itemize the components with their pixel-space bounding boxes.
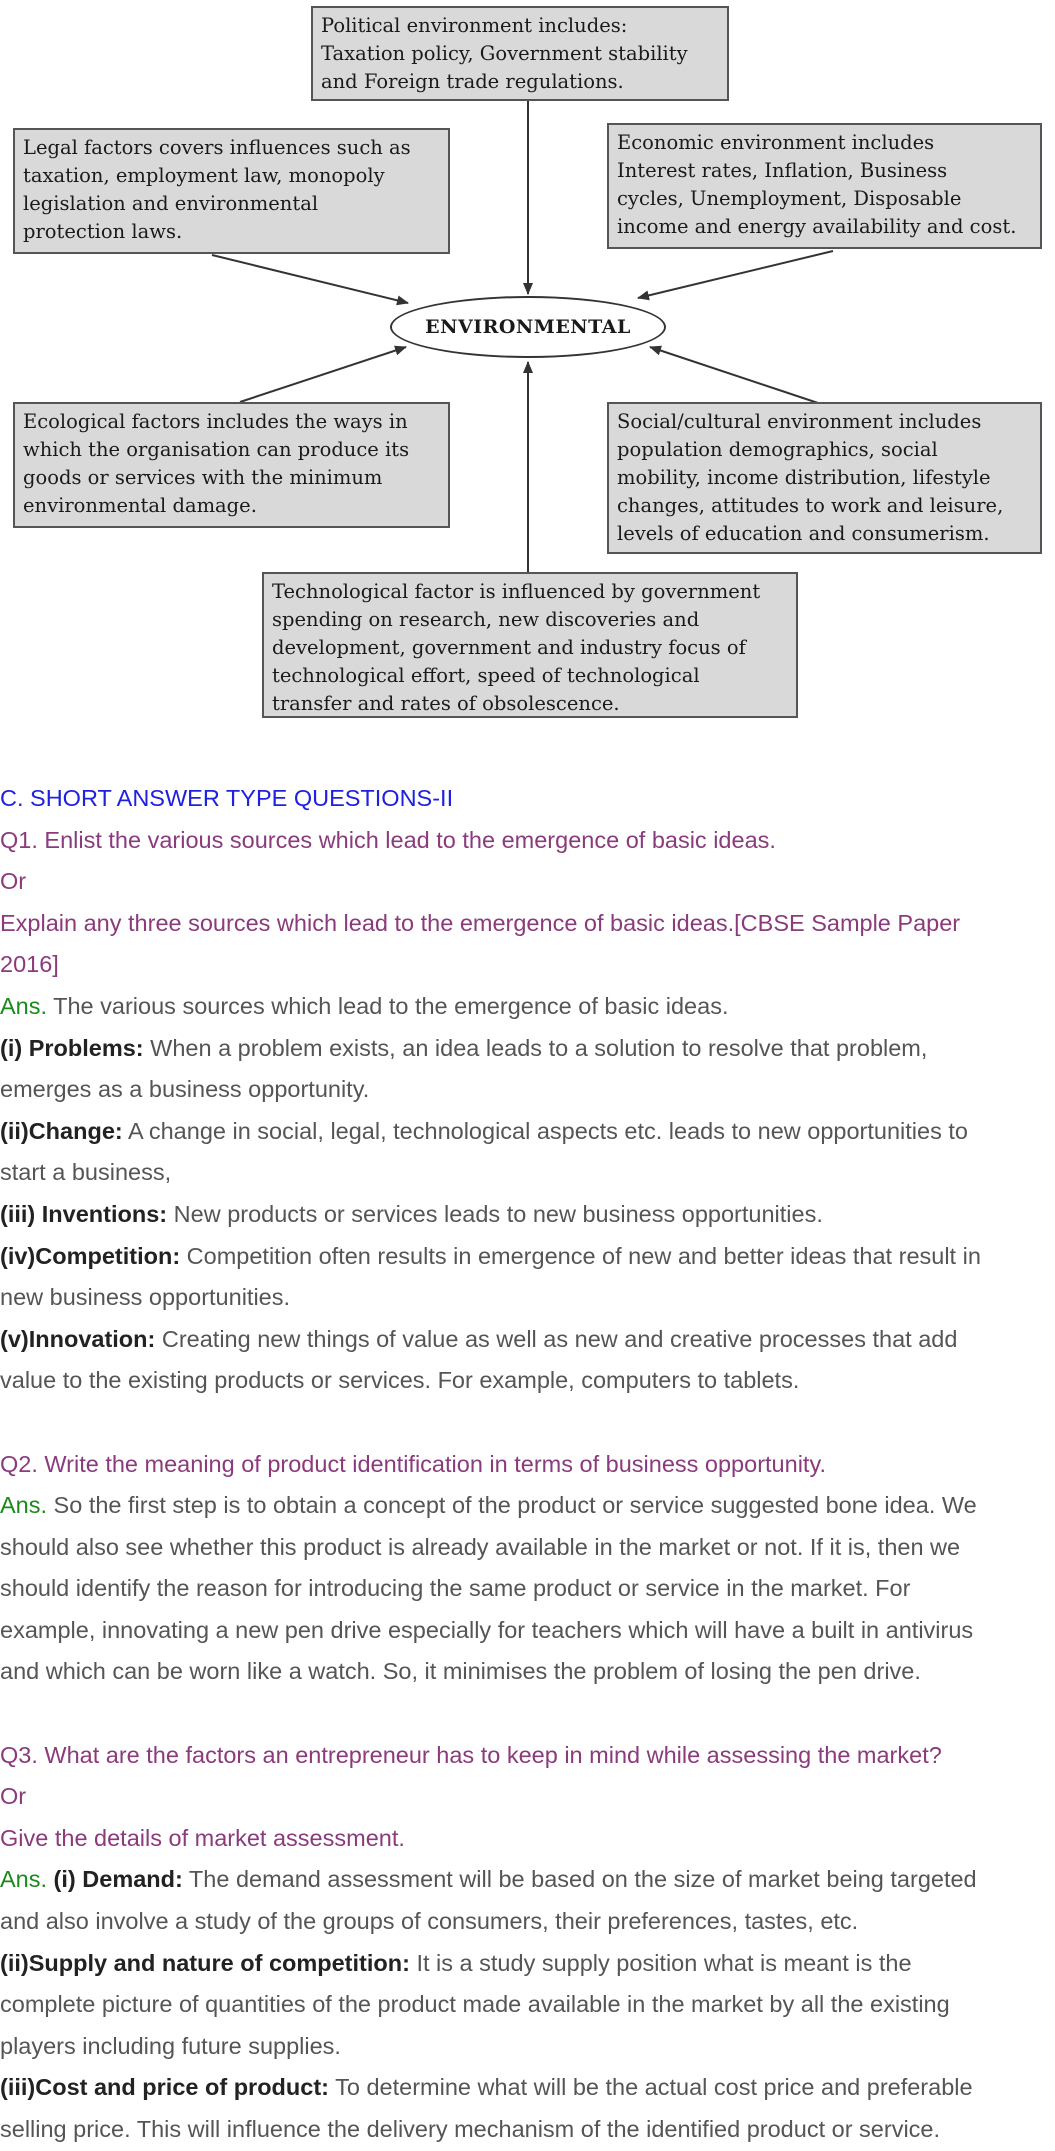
- point-prefix: (iii): [0, 1200, 42, 1227]
- point-text: Creating new things of value as well as new and creative processes that add: [155, 1325, 958, 1352]
- arrow-ecological: [240, 347, 406, 402]
- point-label: (v)Innovation:: [0, 1325, 156, 1352]
- q1-point-competition: [0, 1236, 1055, 1278]
- q2-question: Q2. Write the meaning of product identification in terms of business opportunity.: [0, 1450, 826, 1477]
- point-label: Problems:: [28, 1034, 144, 1061]
- q3-point-demand-cont: and also involve a study of the groups of consumers, their preferences, tastes, etc.: [0, 1908, 859, 1935]
- q1-point-innovation: [0, 1319, 1055, 1361]
- q1-point-inventions: [0, 1194, 1055, 1236]
- environment-diagram: [0, 0, 1055, 725]
- spacer: [0, 1693, 1055, 1735]
- q3-point-supply-cont1: complete picture of quantities of the product made available in the market by all the existing: [0, 1991, 950, 2018]
- q3-or: Or: [0, 1783, 27, 1810]
- social-box: Social/cultural environment includes population demographics, social mobility, income distribution, lifestyle changes, attitudes to work and leisure, levels of education and consumerism.: [607, 402, 1042, 554]
- point-label: Demand:: [82, 1866, 183, 1893]
- q1-point-change-cont: start a business,: [0, 1159, 172, 1186]
- q3-point-supply: [0, 1943, 1055, 1985]
- economic-box: Economic environment includes Interest rates, Inflation, Business cycles, Unemployment, Disposable income and energy availability and cost.: [607, 123, 1042, 249]
- technological-box: Technological factor is influenced by government spending on research, new discoveries and development, government and industry focus of technological effort, speed of technological transfer and rates of obsolescence.: [262, 572, 798, 718]
- q3-point-demand: [0, 1859, 1055, 1901]
- point-text: The demand assessment will be based on the size of market being targeted: [182, 1866, 977, 1893]
- q3-point-supply-cont2: players including future supplies.: [0, 2032, 341, 2059]
- answer-label: Ans.: [0, 1492, 48, 1519]
- answer-text: The various sources which lead to the emergence of basic ideas.: [47, 992, 729, 1019]
- answer-label: Ans.: [0, 1866, 48, 1893]
- q1-alt-question-line1: Explain any three sources which lead to the emergence of basic ideas.[CBSE Sample Paper: [0, 909, 961, 936]
- point-text: To determine what will be the actual cost price and preferable: [329, 2074, 973, 2101]
- answer-label: Ans.: [0, 992, 48, 1019]
- qa-content: [0, 778, 1055, 2151]
- q1-point-problems: [0, 1028, 1055, 1070]
- q2-answer-line2: should also see whether this product is already available in the market or not. If it is, then we: [0, 1533, 961, 1560]
- point-label: (iii)Cost and price of product:: [0, 2074, 329, 2101]
- q3-point-cost: [0, 2067, 1055, 2109]
- q1-point-problems-cont: emerges as a business opportunity.: [0, 1076, 370, 1103]
- legal-box: Legal factors covers influences such as taxation, employment law, monopoly legislation and environmental protection laws.: [13, 128, 450, 254]
- political-box: Political environment includes: Taxation policy, Government stability and Foreign trade regulations.: [311, 6, 729, 101]
- q3-alt-question: Give the details of market assessment.: [0, 1824, 405, 1851]
- point-text: Competition often results in emergence of new and better ideas that result in: [180, 1242, 981, 1269]
- point-label: (ii)Supply and nature of competition:: [0, 1949, 410, 1976]
- point-label: Inventions:: [41, 1200, 168, 1227]
- q3-question: Q3. What are the factors an entrepreneur has to keep in mind while assessing the market?: [0, 1741, 942, 1768]
- q2-answer-line3: should identify the reason for introducing the same product or service in the market. For: [0, 1575, 911, 1602]
- point-prefix: (i): [0, 1034, 29, 1061]
- answer-text: So the first step is to obtain a concept of the product or service suggested bone idea. We: [47, 1492, 977, 1519]
- point-label: (iv)Competition:: [0, 1242, 181, 1269]
- q1-answer-intro: [0, 986, 1055, 1028]
- point-text: New products or services leads to new business opportunities.: [167, 1200, 823, 1227]
- q1-or: Or: [0, 868, 27, 895]
- point-text: When a problem exists, an idea leads to a solution to resolve that problem,: [143, 1034, 928, 1061]
- arrow-social: [650, 347, 818, 403]
- environmental-ellipse: ENVIRONMENTAL: [390, 296, 666, 358]
- q1-point-competition-cont: new business opportunities.: [0, 1284, 291, 1311]
- q3-point-cost-cont: selling price. This will influence the delivery mechanism of the identified product or service.: [0, 2116, 941, 2142]
- q1-question: Q1. Enlist the various sources which lead to the emergence of basic ideas.: [0, 826, 776, 853]
- point-text: It is a study supply position what is meant is the: [409, 1949, 912, 1976]
- q1-alt-question-line2: 2016]: [0, 951, 59, 978]
- q1-point-innovation-cont: value to the existing products or services. For example, computers to tablets.: [0, 1367, 800, 1394]
- arrow-economic: [638, 251, 833, 298]
- q2-answer-line4: example, innovating a new pen drive especially for teachers which will have a built in antivirus: [0, 1616, 974, 1643]
- q1-point-change: [0, 1111, 1055, 1153]
- point-label: (ii)Change:: [0, 1117, 123, 1144]
- q2-answer-line5: and which can be worn like a watch. So, it minimises the problem of losing the pen drive.: [0, 1658, 921, 1685]
- arrow-legal: [212, 255, 408, 303]
- q2-answer-line1: [0, 1485, 1055, 1527]
- ecological-box: Ecological factors includes the ways in which the organisation can produce its goods or services with the minimum environmental damage.: [13, 402, 450, 528]
- point-prefix: (i): [47, 1866, 83, 1893]
- section-heading: C. SHORT ANSWER TYPE QUESTIONS-II: [0, 785, 454, 811]
- point-text: A change in social, legal, technological aspects etc. leads to new opportunities to: [122, 1117, 968, 1144]
- spacer: [0, 1402, 1055, 1444]
